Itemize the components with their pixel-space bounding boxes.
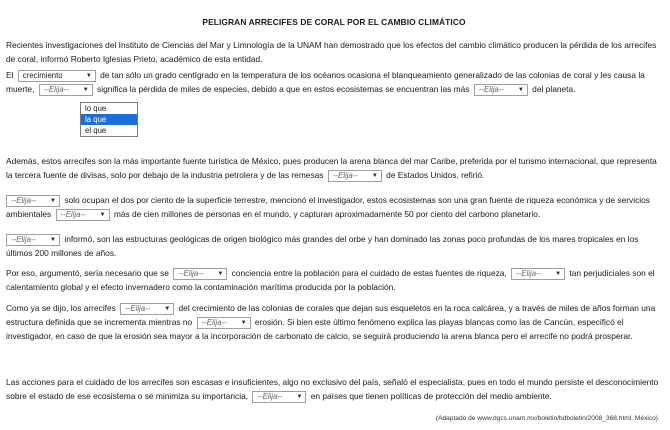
- select-placeholder: --Elija--: [43, 84, 69, 94]
- select-8[interactable]: [173, 268, 227, 280]
- paragraph-text: erosión. Si bien este último fenómeno explica las playas blancas como las de Cancún, especificó el investigador, en caso de que la erosión sea mayor a la incorporación de carbonato de calcio, se seguirá produciendo la arena blanca pero el arrecife no podrá prosperar.: [6, 317, 633, 341]
- option-lo-que[interactable]: lo que: [85, 104, 107, 113]
- select-placeholder: --Elija--: [332, 170, 358, 180]
- chevron-down-icon: ▼: [99, 211, 106, 218]
- paragraph-1: [6, 38, 662, 66]
- select-placeholder: --Elija--: [201, 317, 227, 327]
- chevron-down-icon: ▼: [82, 86, 89, 93]
- option-la-que[interactable]: la que: [81, 114, 137, 125]
- select-placeholder: --Elija--: [178, 268, 204, 278]
- paragraph-text: Por eso, argumentó, sería necesario que se: [6, 268, 169, 278]
- paragraph-text: del crecimiento de las colonias de corales que dejan sus esqueletos en la roca calcárea, y a través de miles de años forman una estructura definida que se incrementa mientras no: [6, 303, 656, 327]
- paragraph-text: Como ya se dijo, los arrecifes: [6, 303, 116, 313]
- select-12[interactable]: [252, 391, 306, 403]
- select-4[interactable]: [328, 170, 382, 182]
- select-value: crecimiento: [22, 70, 63, 80]
- select-11[interactable]: [197, 317, 251, 329]
- select-placeholder: --Elija--: [125, 303, 151, 313]
- select-2-options: [80, 102, 138, 137]
- chevron-down-icon: ▼: [164, 305, 171, 312]
- select-2[interactable]: [39, 84, 93, 96]
- paragraph-3: [6, 154, 662, 182]
- paragraph-text: conciencia entre la población para el cuidado de estas fuentes de riqueza,: [231, 268, 507, 278]
- page-title: PELIGRAN ARRECIFES DE CORAL POR EL CAMBIO CLIMÁTICO: [202, 17, 466, 27]
- chevron-down-icon: ▼: [50, 236, 56, 243]
- select-placeholder: --Elija--: [257, 391, 283, 401]
- paragraph-4: [6, 193, 662, 221]
- paragraph-text: tan perjudiciales son el calentamiento global y el efecto invernadero como la contaminación marítima producida por la población.: [6, 268, 655, 292]
- option-el-que[interactable]: el que: [85, 126, 107, 135]
- paragraph-text: solo ocupan el dos por ciento de la superficie terrestre, mencionó el investigador, estos ecosistemas son una gran fuente de riqueza económica y de servicios ambientales: [6, 195, 650, 219]
- chevron-down-icon: ▼: [217, 270, 224, 277]
- paragraph-text: Recientes investigaciones del Instituto de Ciencias del Mar y Limnología de la UNAM han demostrado que los efectos del cambio climático producen la pérdida de los arrecifes de coral, informó Roberto Iglesias Prieto, académico de esta entidad.: [6, 40, 657, 64]
- paragraph-text: Además, estos arrecifes son la más importante fuente turística de México, pues producen la arena blanca del mar Caribe, preferida por el turismo internacional, que representa la tercera fuente de divisas, solo por debajo de la industria petrolera y de las remesas: [6, 156, 657, 180]
- paragraph-7: [6, 301, 662, 343]
- paragraph-text: del planeta.: [532, 84, 576, 94]
- select-3[interactable]: [474, 84, 528, 96]
- select-1[interactable]: [18, 70, 96, 82]
- source-citation: (Adaptado de www.dgcs.unam.mx/boletin/bdboletin/2008_368.html. México): [435, 415, 658, 422]
- select-placeholder: --Elija--: [11, 234, 37, 244]
- chevron-down-icon: ▼: [555, 270, 562, 277]
- paragraph-text: de tan sólo un grado centígrado en la temperatura de los océanos ocasiona el blanqueamiento generalizado de las colonias de coral y les causa la muerte,: [6, 70, 645, 94]
- chevron-down-icon: ▼: [517, 86, 524, 93]
- chevron-down-icon: ▼: [50, 197, 56, 204]
- paragraph-5: [6, 232, 662, 260]
- paragraph-text: significa la pérdida de miles de especies, debido a que en estos ecosistemas se encuentran las más: [97, 84, 470, 94]
- chevron-down-icon: ▼: [240, 319, 247, 326]
- select-placeholder: --Elija--: [516, 268, 542, 278]
- paragraph-6: [6, 266, 662, 294]
- paragraph-8: [6, 375, 662, 403]
- chevron-down-icon: ▼: [85, 72, 92, 79]
- paragraph-text: informó, son las estructuras geológicas de origen biológico más grandes del orbe y han dominado las zonas poco profundas de los mares tropicales en los últimos 200 millones de años.: [6, 234, 639, 258]
- select-10[interactable]: [120, 303, 174, 315]
- chevron-down-icon: ▼: [296, 393, 303, 400]
- select-7[interactable]: [6, 234, 60, 246]
- paragraph-text: en países que tienen políticas de protección del medio ambiente.: [310, 391, 552, 401]
- chevron-down-icon: ▼: [371, 172, 378, 179]
- paragraph-text: de Estados Unidos, refirió.: [386, 170, 485, 180]
- select-placeholder: --Elija--: [11, 195, 37, 205]
- select-placeholder: --Elija--: [478, 84, 504, 94]
- select-5[interactable]: [6, 195, 60, 207]
- select-6[interactable]: [56, 209, 110, 221]
- select-9[interactable]: [511, 268, 565, 280]
- paragraph-2: [6, 68, 662, 96]
- paragraph-text: El: [6, 70, 14, 80]
- paragraph-text: Las acciones para el cuidado de los arrecifes son escasas e insuficientes, algo no exclusivo del país, señaló el especialista, pues en todo el mundo persiste el desconocimiento sobre el estado de ese ecosistema o se minimiza su importancia,: [6, 377, 659, 401]
- paragraph-text: más de cien millones de personas en el mundo, y capturan aproximadamente 50 por ciento del carbono planetario.: [113, 209, 541, 219]
- select-placeholder: --Elija--: [60, 209, 86, 219]
